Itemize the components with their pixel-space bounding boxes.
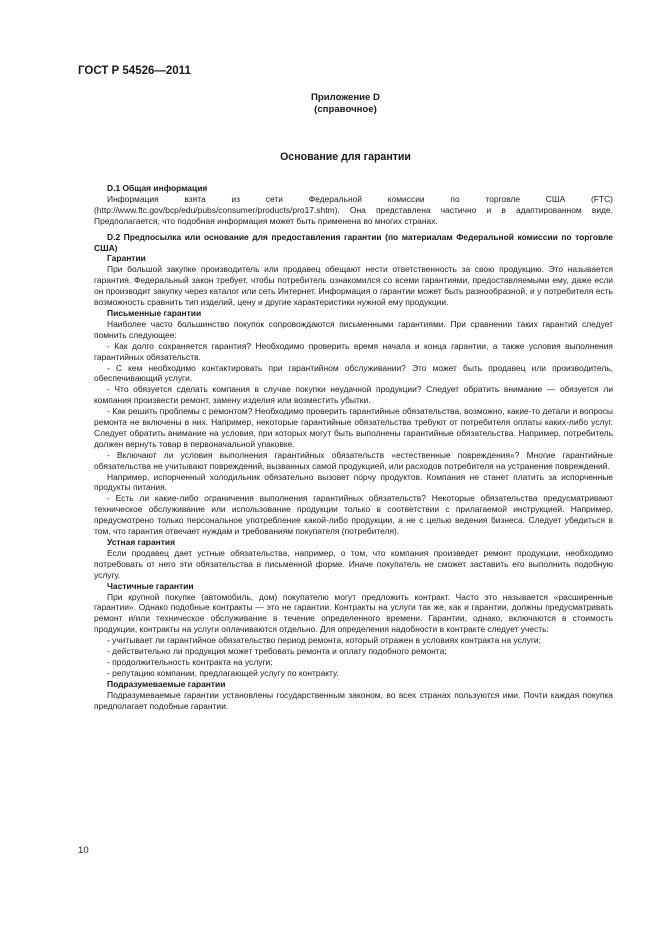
written-item: - Как решить проблемы с ремонтом? Необходимо проверить гарантийные обязательства, возможно, какие-то детали и вопросы ремонта не включены в них. Например, некоторые гарантийные обязательства требуют от потребителя оплаты каких-либо услуг. Следует обратить внимание на условия, при которых могут быть выполнены гарантийные обязательства. Например, потребитель должен вернуть товар в первоначальной упаковке. — [94, 406, 613, 449]
guarantees-paragraph: При большой закупке производитель или продавец обещают нести ответственность за свою продукцию. Это называется гарантия. Федеральный закон требует, чтобы потребитель ознакомился со всеми гарантиями, предоставляемыми ему, даже если он производит закупку через каталог или сеть Интернет. Информация о гарантии может быть разнообразной, и у потребителя есть возможность сравнить тип изделий, цену и другие характеристики нужной ему продукции. — [94, 264, 613, 308]
page-number: 10 — [78, 845, 89, 856]
appendix-heading — [78, 92, 613, 115]
appendix-label: Приложение D — [311, 92, 380, 103]
written-example: Например, испорченный холодильник обязательно вызовет порчу продуктов. Компания не станет платить за испорченные продукты питания. — [94, 471, 613, 493]
partial-bullet: - репутацию компании, предлагающей услугу по контракту. — [107, 667, 339, 678]
written-item: - С кем необходимо контактировать при гарантийном обслуживании? Это может быть продавец или производитель, обеспечивающий услуги. — [94, 362, 613, 384]
partial-guarantees-paragraph: При крупной покупке (автомобиль, дом) покупателю могут предложить контракт. Часто это называется «расширенные гарантии». Однако подобные контракты — это не гарантии. Контракты на услуги так же, как и гарантии, должны предусматривать ремонт и/или техническое обслуживание в течение определенного времени. Гарантии, однако, включаются в стоимость продукции, контракты на услуги оплачиваются отдельно. Для определения надобности в контракте следует учесть: — [94, 591, 613, 635]
partial-bullet: - учитывает ли гарантийное обязательство период ремонта, который отражен в условиях контракта на услуги; — [107, 635, 541, 646]
section-d1-paragraph: Информация взята из сети Федеральной комиссии по торговле США (FTC) (http://www.ftc.gov/bcp/edu/pubs/consumer/products/pro17.shtm). Она представлена частично и в адаптированном виде. Предполагается, что подобная информация может быть применена во многих странах. — [94, 193, 613, 226]
written-item: - Как долго сохраняется гарантия? Необходимо проверить время начала и конца гарантии, а также условия выполнения гарантийных обязательств. — [94, 340, 613, 362]
partial-bullet: - продолжительность контракта на услуги; — [107, 656, 273, 667]
oral-guarantee-heading: Устная гарантия — [107, 537, 175, 547]
section-d1-heading: D.1 Общая информация — [107, 183, 208, 193]
partial-guarantees-heading: Частичные гарантии — [107, 580, 194, 591]
written-item: - Есть ли какие-либо ограничения выполнения гарантийных обязательств? Некоторые обязательства предусматривают техническое обслуживание или использование продукции только в соответствии с прилагаемой инструкцией. Например, предусмотрено только персональное употребление какой-либо продукции, а не с целью ведения бизнеса. Следует убедиться в том, что гарантия отвечает нуждам и требованиям покупателя (потребителя). — [94, 493, 613, 537]
partial-bullet: - действительно ли продукция может требовать ремонта и оплату подобного ремонта; — [107, 646, 447, 657]
appendix-type: (справочное) — [314, 103, 377, 115]
written-guarantees-heading: Письменные гарантии — [107, 307, 202, 318]
written-intro: Наиболее часто большинство покупок сопровождаются письменными гарантиями. При сравнении таких гарантий следует помнить следующее: — [94, 318, 613, 340]
guarantees-heading: Гарантии — [107, 253, 146, 264]
oral-guarantee-paragraph: Если продавец дает устные обязательства, например, о том, что компания произведет ремонт продукции, необходимо потребовать от него эти обязательства в письменной форме. Иначе покупатель не сможет заставить его выполнить подобную услугу. — [94, 547, 613, 580]
section-d2-heading: D.2 Предпосылка или основание для предоставления гарантии (по материалам Федеральной комиссии по торговле США) — [94, 231, 613, 253]
written-item: - Включают ли условия выполнения гарантийных обязательств «естественные повреждения»? Многие гарантийные обязательства не учитывают повреждений, вызванных самой продукцией, или расходов потребителя на устранение повреждений. — [94, 449, 613, 471]
page-title: Основание для гарантии — [280, 151, 411, 163]
document-code: ГОСТ Р 54526—2011 — [78, 65, 191, 77]
document-body — [94, 183, 613, 712]
written-item: - Что обязуется сделать компания в случае покупки неудачной продукции? Следует обратить внимание — обязуется ли компания произвести ремонт, замену изделия или возместить убытки. — [94, 384, 613, 406]
implied-guarantees-heading: Подразумеваемые гарантии — [107, 678, 226, 689]
implied-guarantees-paragraph: Подразумеваемые гарантии установлены государственным законом, во всех странах пользуются ими. Почти каждая покупка предполагает подобные гарантии. — [94, 689, 613, 711]
